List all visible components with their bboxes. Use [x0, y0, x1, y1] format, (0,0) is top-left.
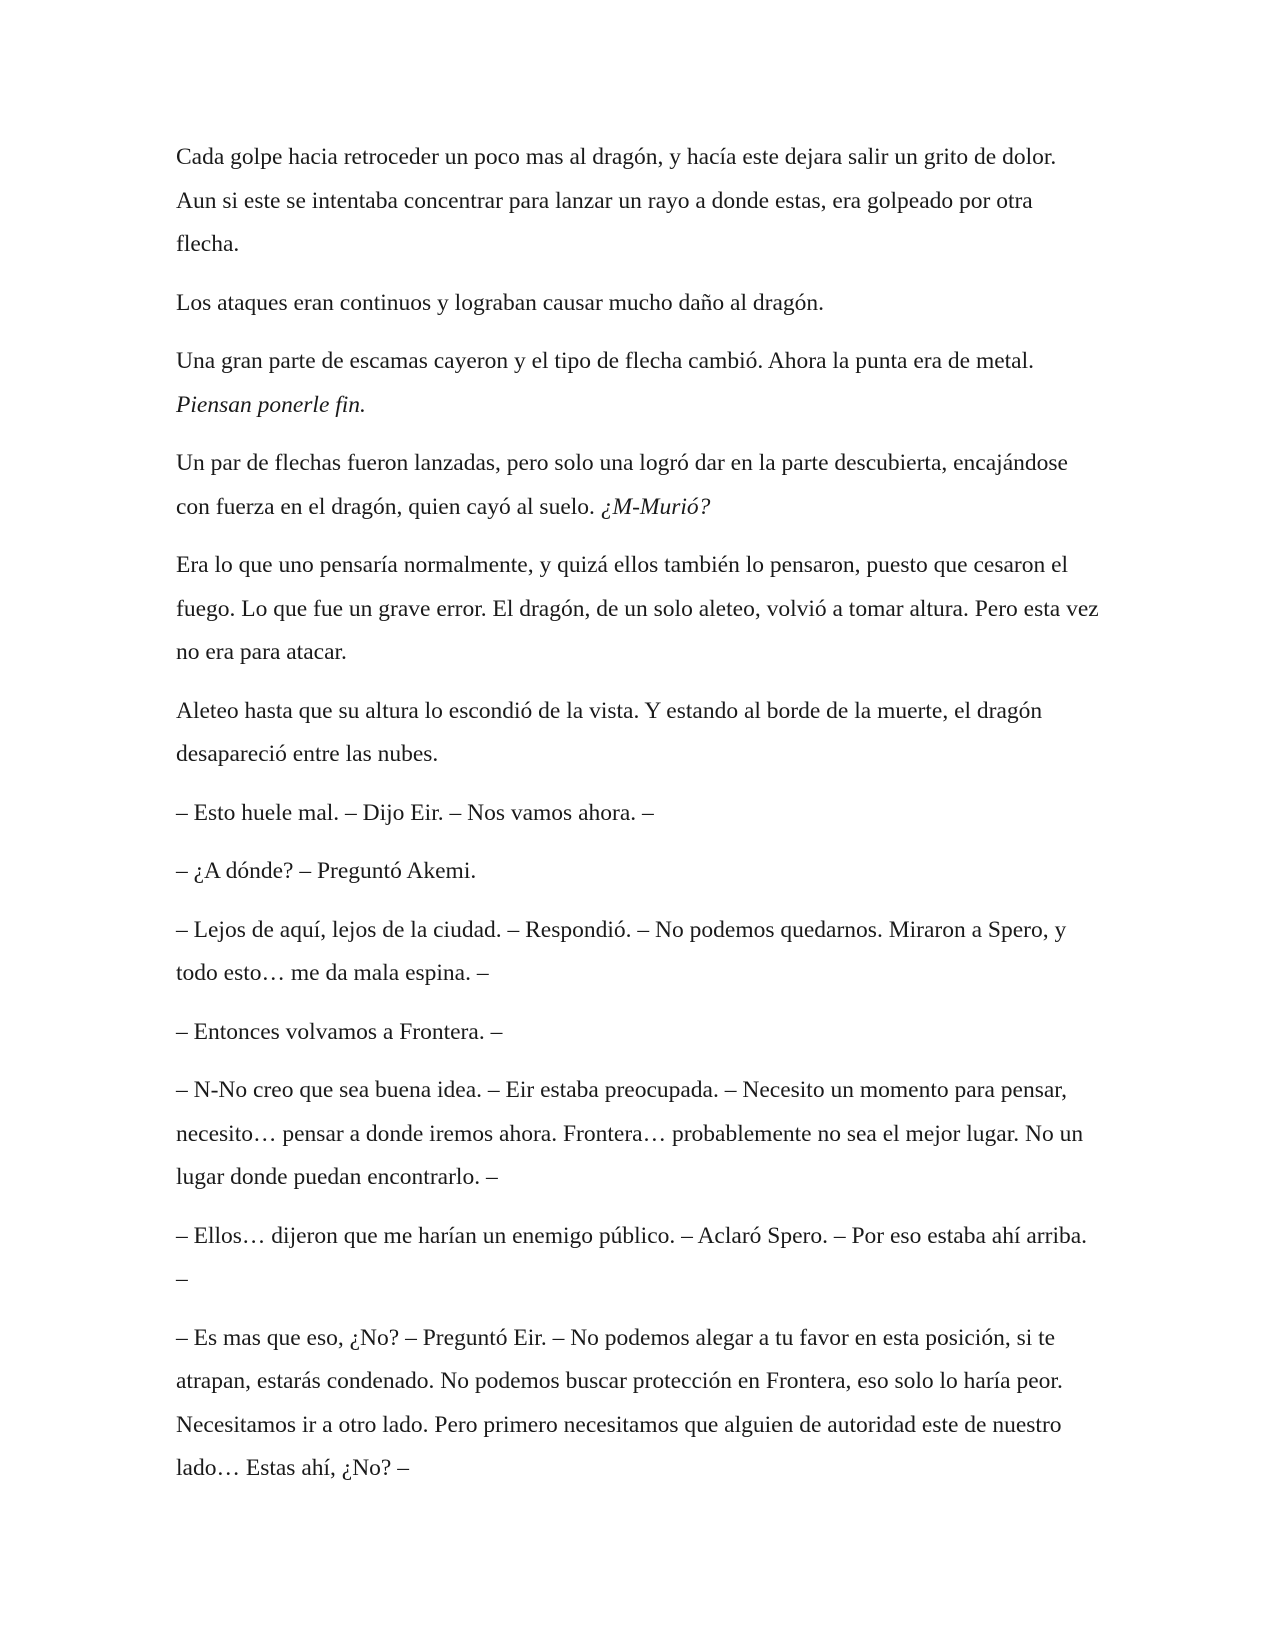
- paragraph: [176, 690, 1101, 777]
- paragraph-text: – N-No creo que sea buena idea. – Eir estaba preocupada. – Necesito un momento para pensar, necesito… pensar a donde iremos ahora. Frontera… probablemente no sea el mejor lugar. No un lugar donde puedan encontrarlo. –: [176, 1077, 1084, 1190]
- dialogue-line: [176, 850, 1101, 894]
- paragraph-text: Cada golpe hacia retroceder un poco mas al dragón, y hacía este dejara salir un grito de dolor. Aun si este se intentaba concentrar para lanzar un rayo a donde estas, era golpeado por otra flecha.: [176, 144, 1057, 257]
- dialogue-line: [176, 1069, 1101, 1200]
- paragraph-text: Aleteo hasta que su altura lo escondió de la vista. Y estando al borde de la muerte, el dragón desapareció entre las nubes.: [176, 697, 1043, 767]
- paragraph-text: – Esto huele mal. – Dijo Eir. – Nos vamos ahora. –: [176, 799, 654, 826]
- paragraph-text: Un par de flechas fueron lanzadas, pero solo una logró dar en la parte descubierta, encajándose con fuerza en el dragón, quien cayó al suelo.: [176, 450, 1068, 520]
- paragraph-text: Una gran parte de escamas cayeron y el tipo de flecha cambió. Ahora la punta era de metal.: [176, 348, 1035, 374]
- paragraph-text: Los ataques eran continuos y lograban causar mucho daño al dragón.: [176, 289, 824, 316]
- paragraph: [176, 442, 1101, 529]
- document-page: [176, 136, 1101, 1506]
- dialogue-line: [176, 1317, 1101, 1491]
- paragraph-text: – ¿A dónde? – Preguntó Akemi.: [176, 858, 477, 884]
- paragraph-text: Era lo que uno pensaría normalmente, y quizá ellos también lo pensaron, puesto que cesaron el fuego. Lo que fue un grave error. El dragón, de un solo aleteo, volvió a tomar altura. Pero esta vez no era para atacar.: [176, 552, 1099, 665]
- paragraph-text: – Ellos… dijeron que me harían un enemigo público. – Aclaró Spero. – Por eso estaba ahí arriba. –: [176, 1222, 1088, 1292]
- paragraph-italic-thought: Piensan ponerle fin.: [176, 391, 366, 418]
- dialogue-line: [176, 792, 1101, 836]
- dialogue-line: [176, 1011, 1101, 1055]
- paragraph-text: – Lejos de aquí, lejos de la ciudad. – Respondió. – No podemos quedarnos. Miraron a Spero, y todo esto… me da mala espina. –: [176, 916, 1067, 986]
- paragraph-italic-thought: ¿M-Murió?: [600, 493, 711, 520]
- paragraph-text: – Es mas que eso, ¿No? – Preguntó Eir. – No podemos alegar a tu favor en esta posición, si te atrapan, estarás condenado. No podemos buscar protección en Frontera, eso solo lo haría peor. Necesitamos ir a otro lado. Pero primero necesitamos que alguien de autoridad este de nuestro lado… Estas ahí, ¿No? –: [176, 1324, 1063, 1481]
- paragraph: [176, 340, 1101, 427]
- paragraph-text: – Entonces volvamos a Frontera. –: [176, 1018, 503, 1045]
- paragraph: [176, 282, 1101, 326]
- dialogue-line: [176, 1215, 1101, 1302]
- paragraph: [176, 136, 1101, 267]
- dialogue-line: [176, 909, 1101, 996]
- paragraph: [176, 544, 1101, 675]
